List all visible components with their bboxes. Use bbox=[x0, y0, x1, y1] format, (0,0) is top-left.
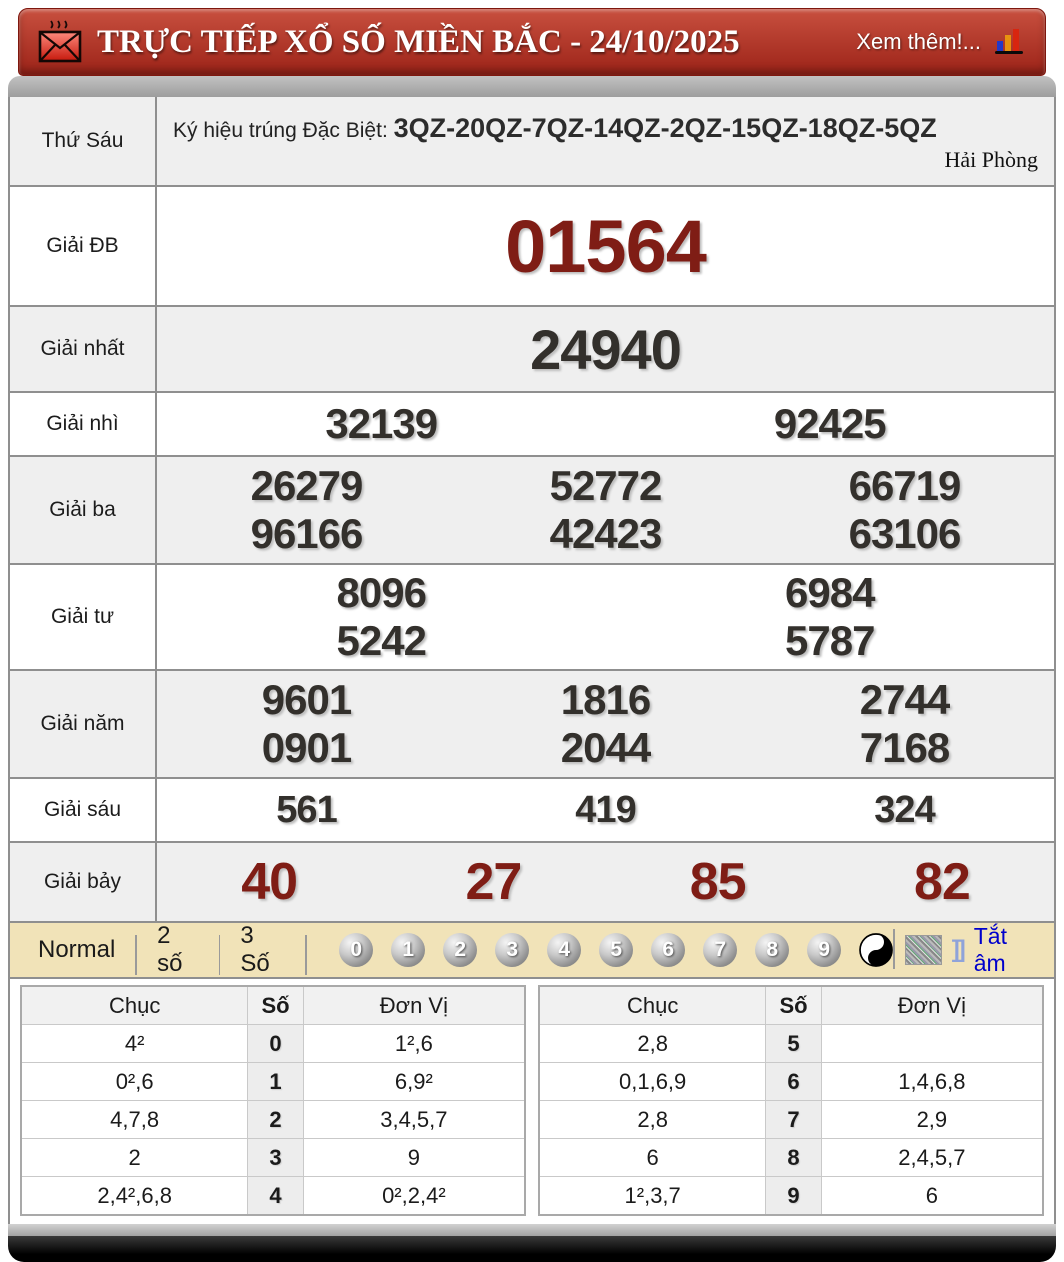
prize-row-db bbox=[10, 185, 1054, 305]
lottery-widget bbox=[8, 8, 1056, 1262]
header-shadow-band bbox=[8, 76, 1056, 97]
table-row bbox=[21, 1063, 525, 1101]
prize-number: 419 bbox=[575, 788, 636, 831]
ball-6[interactable]: 6 bbox=[651, 933, 685, 967]
digit-cell: 6 bbox=[539, 1139, 766, 1177]
col-header-so: Số bbox=[248, 986, 303, 1025]
prize-number: 24940 bbox=[530, 317, 681, 381]
table-row bbox=[539, 1139, 1043, 1177]
table-row bbox=[539, 1063, 1043, 1101]
digit-cell: 1²,3,7 bbox=[539, 1177, 766, 1216]
sound-controls bbox=[893, 923, 1046, 977]
footer-gray-band bbox=[8, 1224, 1056, 1236]
digit-cell: 6,9² bbox=[303, 1063, 525, 1101]
table-row bbox=[539, 1025, 1043, 1063]
table-row bbox=[21, 1177, 525, 1216]
digit-cell: 6 bbox=[821, 1177, 1043, 1216]
prize-number: 2744 bbox=[859, 676, 950, 723]
digit-cell: 4,7,8 bbox=[21, 1101, 248, 1139]
prize-number: 5787 bbox=[785, 617, 875, 664]
results-table bbox=[8, 97, 1056, 923]
table-row bbox=[539, 1177, 1043, 1216]
prize-row-sau bbox=[10, 777, 1054, 841]
ball-1[interactable]: 1 bbox=[391, 933, 425, 967]
mode-2so[interactable]: 2 số bbox=[157, 922, 183, 977]
prize-number: 9601 bbox=[261, 676, 352, 723]
prize-label: Giải sáu bbox=[10, 779, 157, 841]
ball-0[interactable]: 0 bbox=[339, 933, 373, 967]
ball-5[interactable]: 5 bbox=[599, 933, 633, 967]
see-more-link[interactable]: Xem thêm!... bbox=[856, 29, 981, 54]
info-row bbox=[10, 97, 1054, 185]
table-header-row bbox=[21, 986, 525, 1025]
sound-wave-glyph: ]] bbox=[951, 936, 964, 963]
ball-2[interactable]: 2 bbox=[443, 933, 477, 967]
table-row bbox=[21, 1101, 525, 1139]
digit-frequency-section bbox=[8, 979, 1056, 1224]
digit-cell: 1,4,6,8 bbox=[821, 1063, 1043, 1101]
digit-cell: 2,8 bbox=[539, 1025, 766, 1063]
prize-row-tu bbox=[10, 563, 1054, 669]
ball-4[interactable]: 4 bbox=[547, 933, 581, 967]
digit-cell: 9 bbox=[766, 1177, 821, 1216]
toolbar bbox=[8, 923, 1056, 979]
ball-7[interactable]: 7 bbox=[703, 933, 737, 967]
prize-number: 27 bbox=[465, 853, 522, 911]
prize-number: 0901 bbox=[261, 724, 352, 771]
special-sign-cell bbox=[157, 97, 1054, 185]
prize-number: 26279 bbox=[250, 462, 363, 509]
toolbar-divider bbox=[305, 935, 307, 975]
digit-cell: 6 bbox=[766, 1063, 821, 1101]
prize-number: 1816 bbox=[560, 676, 651, 723]
prize-row-nam bbox=[10, 669, 1054, 777]
digit-table-right bbox=[538, 985, 1044, 1216]
prize-number: 2044 bbox=[560, 724, 651, 771]
table-row bbox=[539, 1101, 1043, 1139]
digit-cell: 2 bbox=[248, 1101, 303, 1139]
table-row bbox=[21, 1139, 525, 1177]
prize-number: 63106 bbox=[848, 510, 961, 557]
mode-3so[interactable]: 3 Số bbox=[240, 922, 270, 977]
prize-number: 42423 bbox=[549, 510, 662, 557]
ball-row bbox=[339, 933, 893, 967]
ball-3[interactable]: 3 bbox=[495, 933, 529, 967]
prize-number: 01564 bbox=[505, 204, 706, 288]
prize-label: Giải ĐB bbox=[10, 187, 157, 305]
prize-label: Giải tư bbox=[10, 565, 157, 669]
digit-cell bbox=[821, 1025, 1043, 1063]
yin-yang-icon[interactable] bbox=[859, 933, 893, 967]
prize-label: Giải năm bbox=[10, 671, 157, 777]
digit-cell: 0²,2,4² bbox=[303, 1177, 525, 1216]
table-row bbox=[21, 1025, 525, 1063]
digit-cell: 4 bbox=[248, 1177, 303, 1216]
mode-normal[interactable]: Normal bbox=[38, 936, 116, 963]
prize-number: 85 bbox=[689, 853, 746, 911]
digit-cell: 3 bbox=[248, 1139, 303, 1177]
digit-cell: 8 bbox=[766, 1139, 821, 1177]
digit-cell: 2 bbox=[21, 1139, 248, 1177]
col-header-chuc: Chục bbox=[21, 986, 248, 1025]
sign-codes: 3QZ-20QZ-7QZ-14QZ-2QZ-15QZ-18QZ-5QZ bbox=[393, 113, 937, 143]
col-header-chuc: Chục bbox=[539, 986, 766, 1025]
speaker-icon[interactable] bbox=[905, 935, 942, 965]
ball-9[interactable]: 9 bbox=[807, 933, 841, 967]
prize-number: 6984 bbox=[785, 569, 875, 616]
digit-cell: 2,4,5,7 bbox=[821, 1139, 1043, 1177]
prize-number: 40 bbox=[241, 853, 298, 911]
prize-number: 7168 bbox=[859, 724, 950, 771]
prize-label: Giải ba bbox=[10, 457, 157, 563]
footer-black-bar bbox=[8, 1236, 1056, 1262]
prize-number: 324 bbox=[874, 788, 935, 831]
table-header-row bbox=[539, 986, 1043, 1025]
digit-cell: 0,1,6,9 bbox=[539, 1063, 766, 1101]
digit-cell: 4² bbox=[21, 1025, 248, 1063]
envelope-icon bbox=[37, 19, 83, 65]
digit-cell: 1 bbox=[248, 1063, 303, 1101]
digit-cell: 2,4²,6,8 bbox=[21, 1177, 248, 1216]
header-bar bbox=[18, 8, 1046, 76]
digit-cell: 0 bbox=[248, 1025, 303, 1063]
digit-cell: 5 bbox=[766, 1025, 821, 1063]
digit-table-left bbox=[20, 985, 526, 1216]
digit-cell: 2,8 bbox=[539, 1101, 766, 1139]
prize-number: 8096 bbox=[336, 569, 426, 616]
prize-row-nhat bbox=[10, 305, 1054, 391]
prize-number: 92425 bbox=[773, 400, 886, 447]
prize-number: 32139 bbox=[325, 400, 438, 447]
prize-label: Giải bảy bbox=[10, 843, 157, 921]
digit-cell: 9 bbox=[303, 1139, 525, 1177]
prize-number: 5242 bbox=[336, 617, 426, 664]
col-header-donvi: Đơn Vị bbox=[303, 986, 525, 1025]
mute-button[interactable]: Tắt âm bbox=[973, 923, 1007, 976]
prize-row-ba bbox=[10, 455, 1054, 563]
prize-number: 96166 bbox=[250, 510, 363, 557]
digit-cell: 1²,6 bbox=[303, 1025, 525, 1063]
prize-number: 561 bbox=[276, 788, 337, 831]
province-label: Hải Phòng bbox=[944, 146, 1038, 172]
prize-number: 52772 bbox=[549, 462, 662, 509]
prize-label: Giải nhì bbox=[10, 393, 157, 455]
digit-cell: 2,9 bbox=[821, 1101, 1043, 1139]
ball-8[interactable]: 8 bbox=[755, 933, 789, 967]
page-title: TRỰC TIẾP XỔ SỐ MIỀN BẮC - 24/10/2025 bbox=[97, 23, 740, 60]
digit-cell: 7 bbox=[766, 1101, 821, 1139]
digit-cell: 0²,6 bbox=[21, 1063, 248, 1101]
bar-chart-icon[interactable] bbox=[993, 23, 1027, 62]
prize-number: 66719 bbox=[848, 462, 961, 509]
col-header-so: Số bbox=[766, 986, 821, 1025]
col-header-donvi: Đơn Vị bbox=[821, 986, 1043, 1025]
prize-number: 82 bbox=[913, 853, 970, 911]
prize-row-bay bbox=[10, 841, 1054, 921]
sign-label: Ký hiệu trúng Đặc Biệt: bbox=[173, 119, 394, 142]
toolbar-divider bbox=[893, 929, 895, 969]
digit-cell: 3,4,5,7 bbox=[303, 1101, 525, 1139]
prize-row-nhi bbox=[10, 391, 1054, 455]
prize-label: Giải nhất bbox=[10, 307, 157, 391]
weekday-label: Thứ Sáu bbox=[10, 97, 157, 185]
